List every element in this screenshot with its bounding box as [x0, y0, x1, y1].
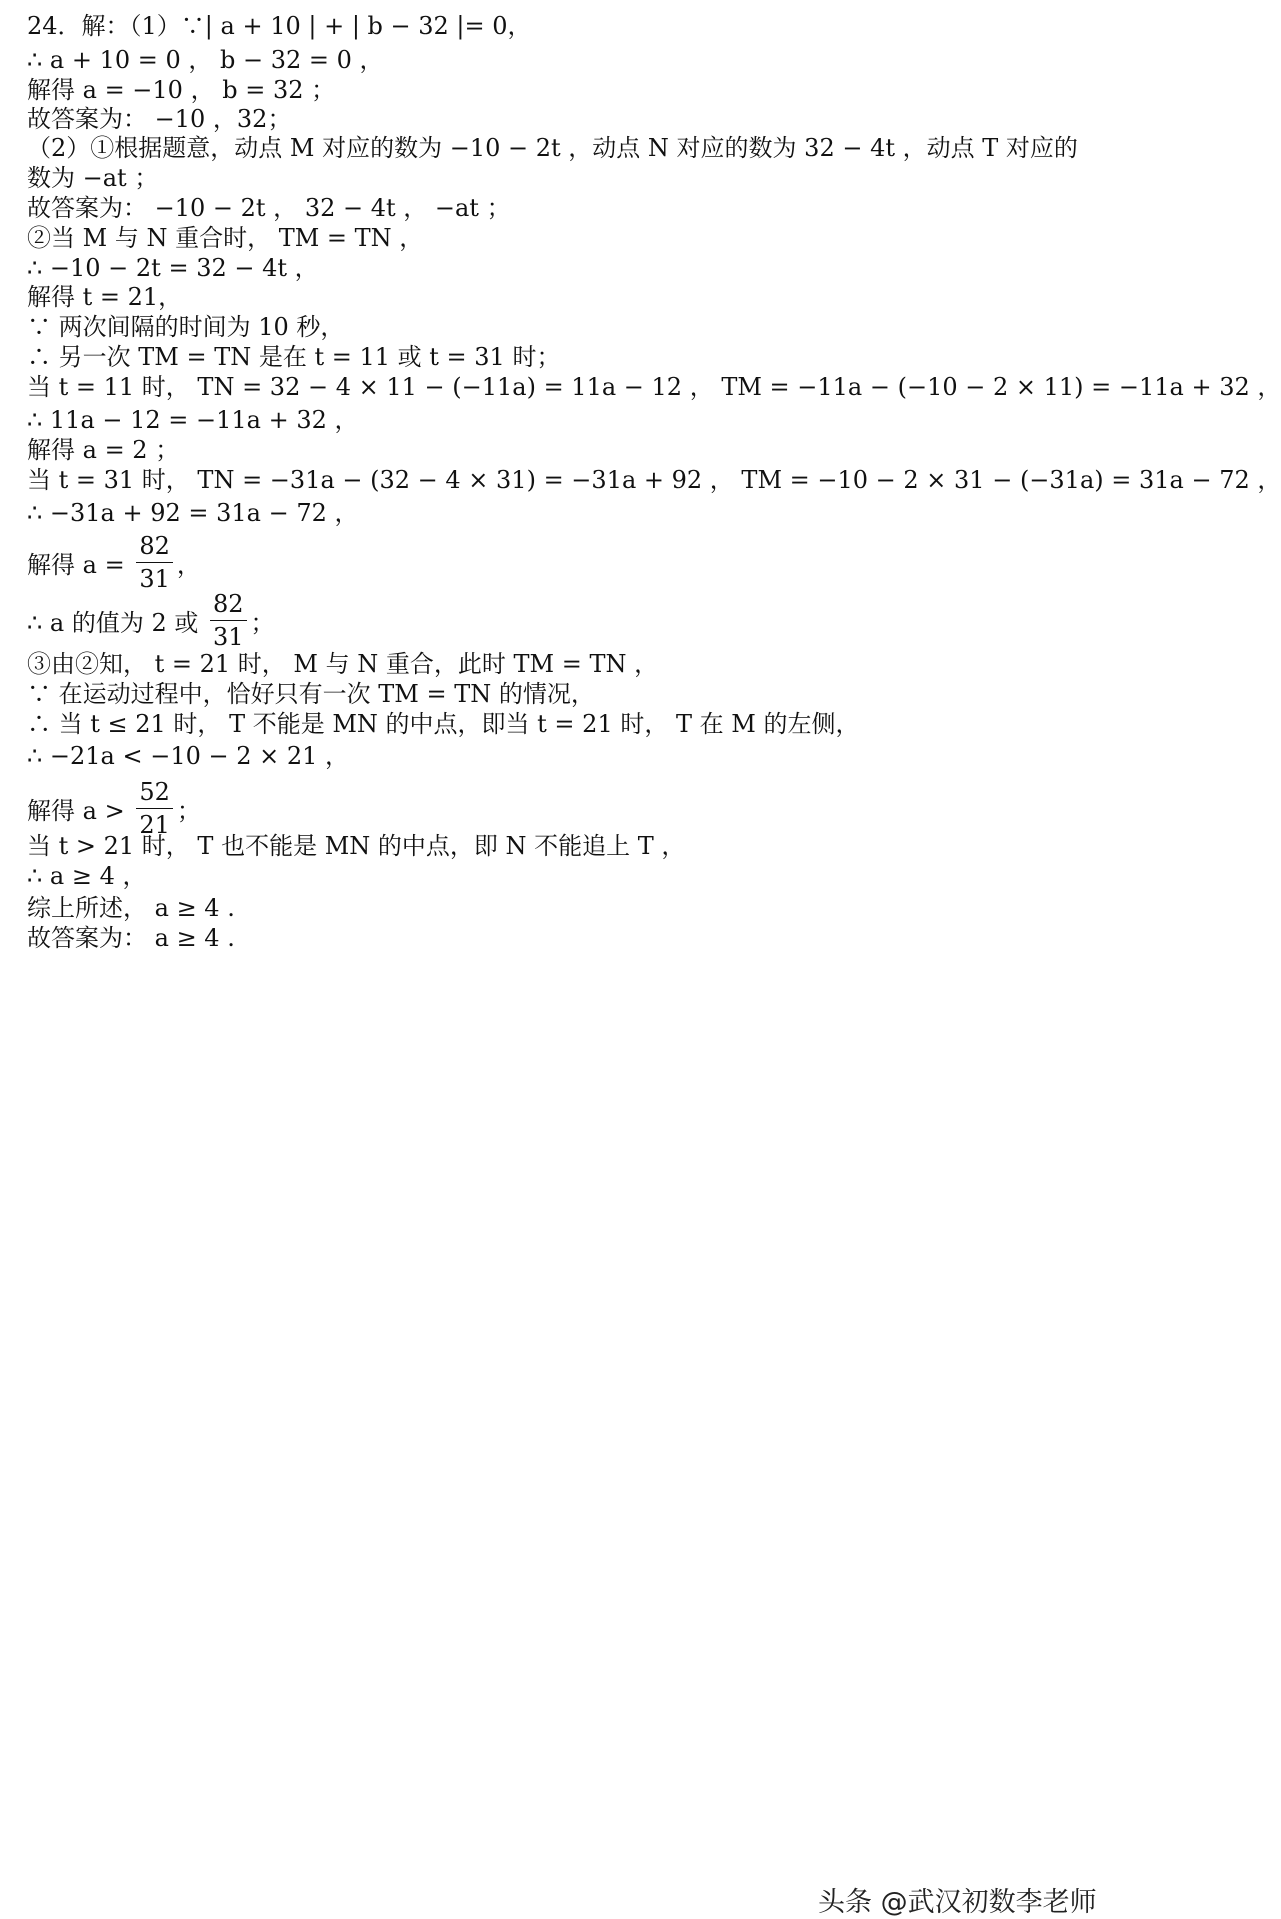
solution-line: 综上所述， a ≥ 4 . [27, 894, 235, 922]
solution-line: 故答案为： −10 ，32； [27, 105, 292, 133]
fraction [210, 589, 247, 652]
fraction-numerator: 82 [210, 589, 247, 621]
solution-line: 当 t = 11 时， TN = 32 − 4 × 11 − (−11a) = 11a − 12 ， TM = −11a − (−10 − 2 × 11) = −11a + 32 ， [27, 373, 1281, 401]
solution-line: ∴ 当 t ≤ 21 时， T 不能是 MN 的中点，即当 t = 21 时， T 在 M 的左侧， [27, 710, 860, 738]
solution-line: 数为 −at ； [27, 164, 159, 192]
solution-line: ∵ 在运动过程中，恰好只有一次 TM = TN 的情况， [27, 680, 595, 708]
solution-line: ∴ −31a + 92 = 31a − 72 ， [27, 499, 359, 527]
fraction-denominator: 31 [139, 564, 170, 593]
fraction-suffix: ； [176, 796, 201, 825]
solution-line: 故答案为： a ≥ 4 . [27, 924, 235, 952]
solution-line: 当 t = 31 时， TN = −31a − (32 − 4 × 31) = −31a + 92 ， TM = −10 − 2 × 31 − (−31a) = 31a − 72 ， [27, 466, 1281, 494]
fraction-denominator: 21 [139, 810, 170, 839]
solution-line: ∴ a ≥ 4 ， [27, 862, 147, 890]
fraction-suffix: ； [250, 608, 275, 637]
fraction-numerator: 52 [136, 777, 173, 809]
fraction-prefix: ∴ a 的值为 2 或 [27, 608, 206, 637]
solution-line: ∴ a + 10 = 0 ， b − 32 = 0 ， [27, 46, 384, 74]
fraction-numerator: 82 [136, 531, 173, 563]
fraction-prefix: 解得 a > [27, 796, 133, 825]
solution-line: ∴ −21a < −10 − 2 × 21 ， [27, 742, 350, 770]
solution-line: ∴ 11a − 12 = −11a + 32 ， [27, 406, 359, 434]
solution-line: 24．解：（1）∵| a + 10 | + | b − 32 |= 0， [27, 12, 532, 40]
fraction-denominator: 31 [213, 622, 244, 651]
solution-line: 解得 a = 2 ； [27, 436, 180, 464]
solution-line: ∴ 另一次 TM = TN 是在 t = 11 或 t = 31 时； [27, 343, 561, 371]
solution-line: 故答案为： −10 − 2t ， 32 − 4t ， −at ； [27, 194, 511, 222]
solution-line: 解得 a = −10 ， b = 32 ； [27, 76, 336, 104]
solution-line: （2）①根据题意，动点 M 对应的数为 −10 − 2t ，动点 N 对应的数为 32 − 4t ，动点 T 对应的 [27, 134, 1078, 162]
watermark: 头条 @武汉初数李老师 [818, 1887, 1097, 1918]
fraction [136, 777, 173, 840]
solution-line: 当 t > 21 时， T 也不能是 MN 的中点，即 N 不能追上 T ， [27, 832, 686, 860]
fraction-suffix: ， [176, 550, 201, 579]
fraction-line [27, 580, 275, 660]
solution-line: ∵ 两次间隔的时间为 10 秒， [27, 313, 345, 341]
solution-line: ③由②知， t = 21 时， M 与 N 重合，此时 TM = TN ， [27, 650, 659, 678]
solution-line: 解得 t = 21， [27, 283, 183, 311]
solution-line: ②当 M 与 N 重合时， TM = TN ， [27, 224, 424, 252]
fraction-prefix: 解得 a = [27, 550, 133, 579]
solution-line: ∴ −10 − 2t = 32 − 4t ， [27, 254, 319, 282]
